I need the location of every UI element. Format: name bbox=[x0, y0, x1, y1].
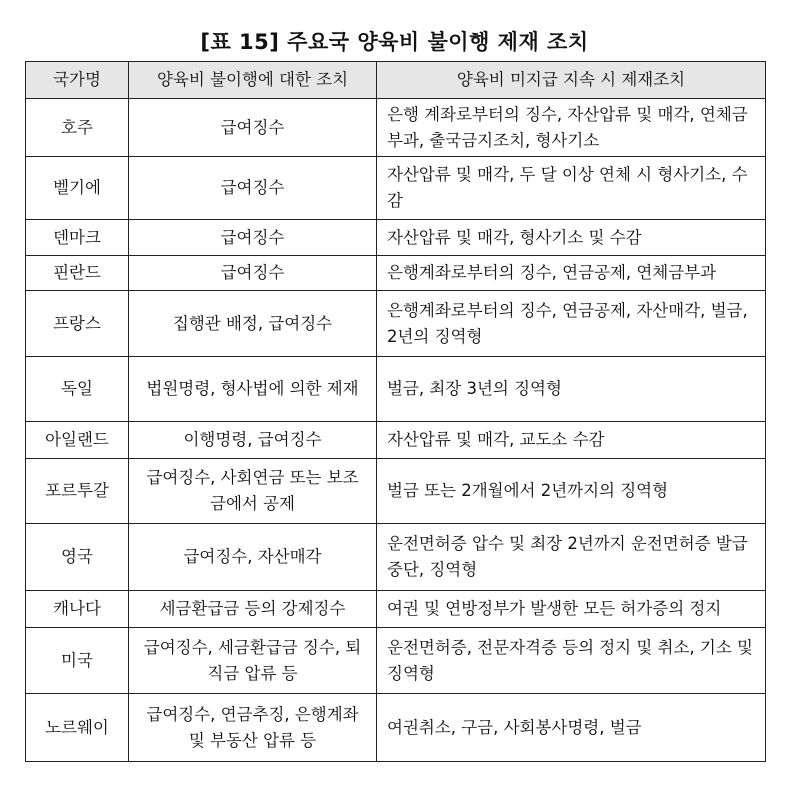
country-cell: 캐나다 bbox=[26, 591, 129, 628]
header-measure: 양육비 불이행에 대한 조치 bbox=[129, 62, 377, 99]
measure-cell: 급여징수, 연금추징, 은행계좌 및 부동산 압류 등 bbox=[129, 694, 377, 762]
table-row bbox=[26, 256, 766, 291]
country-cell: 영국 bbox=[26, 524, 129, 591]
table-row bbox=[26, 220, 766, 256]
header-unpaid-sanction: 양육비 미지급 지속 시 제재조치 bbox=[377, 62, 766, 99]
unpaid-sanction-cell: 은행계좌로부터의 징수, 연금공제, 자산매각, 벌금, 2년의 징역형 bbox=[377, 291, 766, 357]
table-caption: [표 15] 주요국 양육비 불이행 제재 조치 bbox=[200, 30, 589, 54]
unpaid-sanction-cell: 벌금 또는 2개월에서 2년까지의 징역형 bbox=[377, 459, 766, 524]
country-cell: 포르투갈 bbox=[26, 459, 129, 524]
unpaid-sanction-cell: 자산압류 및 매각, 두 달 이상 연체 시 형사기소, 수감 bbox=[377, 157, 766, 220]
country-cell: 벨기에 bbox=[26, 157, 129, 220]
measure-cell: 급여징수, 세금환급금 징수, 퇴직금 압류 등 bbox=[129, 628, 377, 694]
measure-cell: 급여징수, 사회연금 또는 보조금에서 공제 bbox=[129, 459, 377, 524]
table-row bbox=[26, 524, 766, 591]
table-row bbox=[26, 591, 766, 628]
country-cell: 아일랜드 bbox=[26, 422, 129, 459]
measure-cell: 집행관 배정, 급여징수 bbox=[129, 291, 377, 357]
measure-cell: 세금환급금 등의 강제징수 bbox=[129, 591, 377, 628]
table-row bbox=[26, 459, 766, 524]
table-row bbox=[26, 357, 766, 422]
header-row bbox=[26, 62, 766, 99]
table-row bbox=[26, 99, 766, 157]
table-row bbox=[26, 694, 766, 762]
country-cell: 미국 bbox=[26, 628, 129, 694]
unpaid-sanction-cell: 운전면허증, 전문자격증 등의 정지 및 취소, 기소 및 징역형 bbox=[377, 628, 766, 694]
unpaid-sanction-cell: 은행 계좌로부터의 징수, 자산압류 및 매각, 연체금부과, 출국금지조치, 형사기소 bbox=[377, 99, 766, 157]
measure-cell: 급여징수 bbox=[129, 99, 377, 157]
country-cell: 독일 bbox=[26, 357, 129, 422]
unpaid-sanction-cell: 자산압류 및 매각, 교도소 수감 bbox=[377, 422, 766, 459]
measure-cell: 법원명령, 형사법에 의한 제재 bbox=[129, 357, 377, 422]
unpaid-sanction-cell: 벌금, 최장 3년의 징역형 bbox=[377, 357, 766, 422]
table-row bbox=[26, 628, 766, 694]
country-cell: 노르웨이 bbox=[26, 694, 129, 762]
unpaid-sanction-cell: 여권취소, 구금, 사회봉사명령, 벌금 bbox=[377, 694, 766, 762]
unpaid-sanction-cell: 여권 및 연방정부가 발생한 모든 허가증의 정지 bbox=[377, 591, 766, 628]
measure-cell: 급여징수, 자산매각 bbox=[129, 524, 377, 591]
unpaid-sanction-cell: 은행계좌로부터의 징수, 연금공제, 연체금부과 bbox=[377, 256, 766, 291]
measure-cell: 급여징수 bbox=[129, 256, 377, 291]
table-row bbox=[26, 422, 766, 459]
country-cell: 핀란드 bbox=[26, 256, 129, 291]
table-row bbox=[26, 157, 766, 220]
measure-cell: 급여징수 bbox=[129, 220, 377, 256]
measure-cell: 이행명령, 급여징수 bbox=[129, 422, 377, 459]
sanctions-table bbox=[25, 61, 766, 762]
unpaid-sanction-cell: 운전면허증 압수 및 최장 2년까지 운전면허증 발급 중단, 징역형 bbox=[377, 524, 766, 591]
table-row bbox=[26, 291, 766, 357]
country-cell: 프랑스 bbox=[26, 291, 129, 357]
measure-cell: 급여징수 bbox=[129, 157, 377, 220]
header-country: 국가명 bbox=[26, 62, 129, 99]
country-cell: 덴마크 bbox=[26, 220, 129, 256]
country-cell: 호주 bbox=[26, 99, 129, 157]
unpaid-sanction-cell: 자산압류 및 매각, 형사기소 및 수감 bbox=[377, 220, 766, 256]
